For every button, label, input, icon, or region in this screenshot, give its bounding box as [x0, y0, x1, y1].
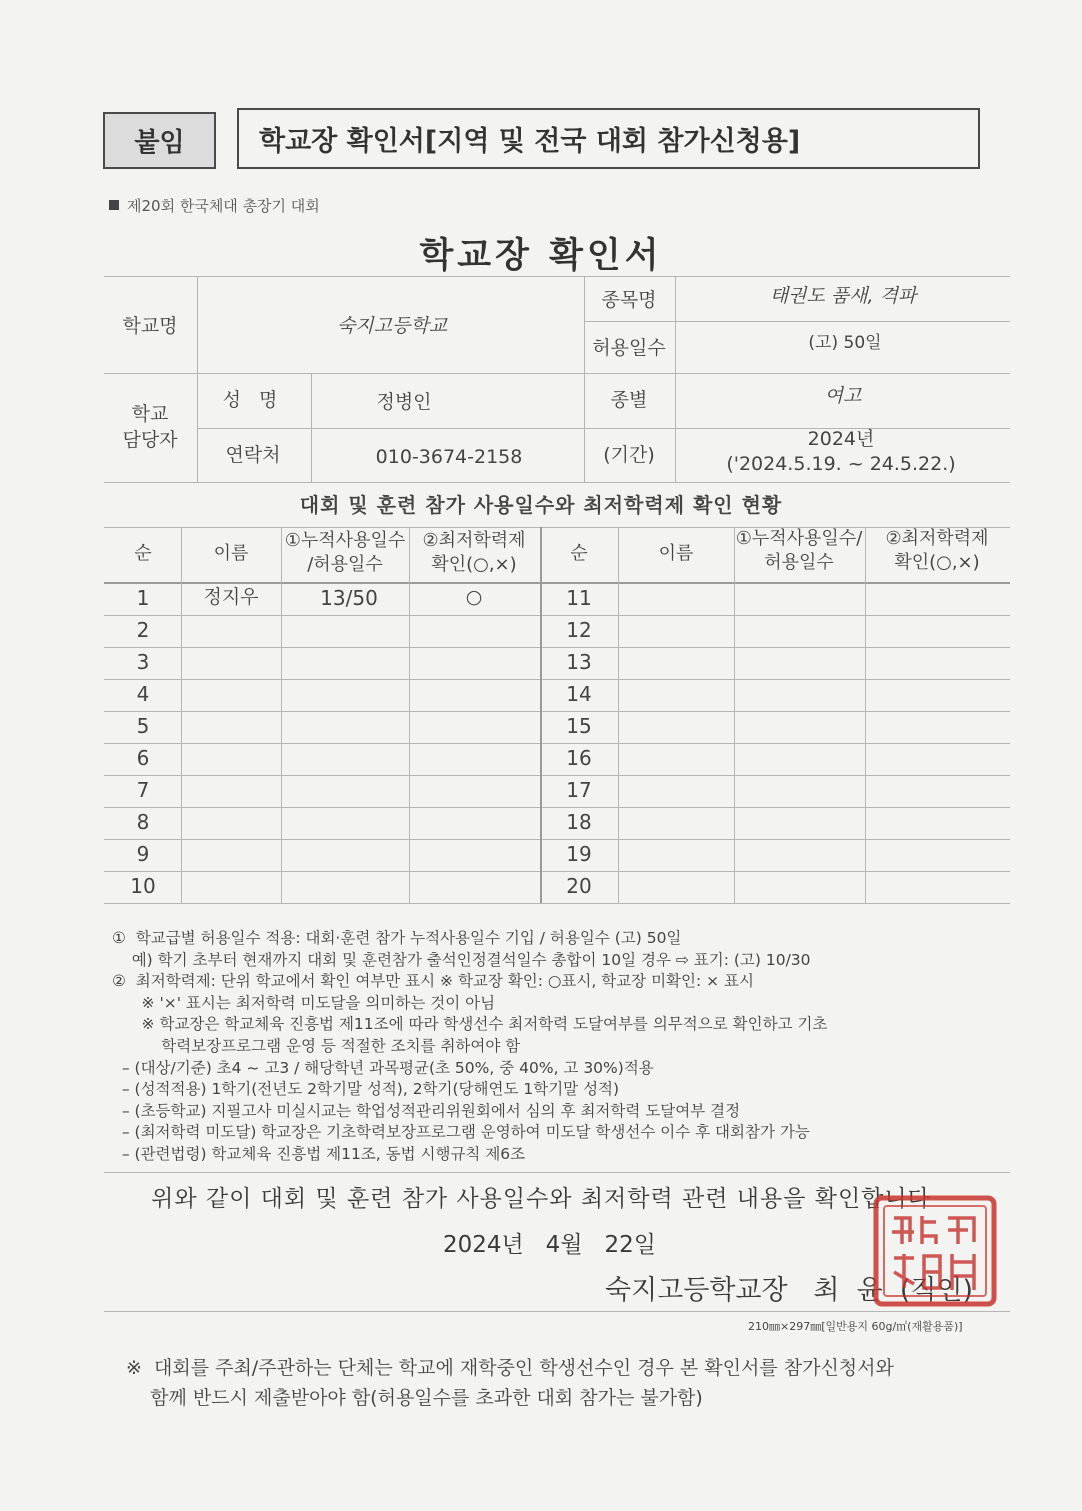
note-line: 학력보장프로그램 운영 등 적절한 조치를 취하여야 함: [112, 1036, 521, 1055]
header-name-right: 이름: [658, 543, 694, 564]
row-number: 3: [136, 650, 150, 674]
period-range: ('2024.5.19. ~ 24.5.22.): [726, 453, 956, 475]
rule: [197, 276, 198, 482]
row-rule: [104, 615, 1010, 616]
period-label: (기간): [603, 444, 655, 466]
attachment-label: 붙임: [103, 112, 216, 169]
row-rule: [104, 647, 1010, 648]
sign-date: 2024년 4월 22일: [443, 1232, 656, 1258]
sport-label: 종목명: [601, 289, 657, 311]
footer-line-1: ※ 대회를 주최/주관하는 단체는 학교에 재학중인 학생선수인 경우 본 확인서를 참가신청서와: [126, 1357, 894, 1379]
row-number-right: 20: [566, 874, 592, 898]
sport-value: 태권도 품새, 격파: [769, 285, 917, 307]
period-year: 2024년: [807, 428, 875, 450]
row-number: 10: [130, 874, 156, 898]
rule: [181, 527, 182, 903]
row-number: 2: [136, 618, 150, 642]
school-value: 숙지고등학교: [336, 315, 448, 337]
row-rule: [104, 775, 1010, 776]
header-days: ①누적사용일수 /허용일수: [284, 530, 406, 576]
row-number-right: 12: [566, 618, 592, 642]
row-number-right: 14: [566, 682, 592, 706]
gender-label: 종별: [610, 389, 648, 411]
note-line: 예) 학기 초부터 현재까지 대회 및 훈련참가 출석인정결석일수 총합이 10일 경우 ⇨ 표기: (고) 10/30: [112, 950, 811, 969]
row-number-right: 19: [566, 842, 592, 866]
rule: [104, 582, 1010, 584]
name-label: 성 명: [222, 389, 284, 411]
header-no: 순: [134, 543, 152, 564]
row-number: 7: [136, 778, 150, 802]
principal-signature: 숙지고등학교장 최 윤 (직인): [605, 1275, 974, 1306]
row-rule: [104, 871, 1010, 872]
footer-note: [126, 1353, 1026, 1413]
row-number-right: 17: [566, 778, 592, 802]
row-rule: [104, 807, 1010, 808]
gender-value: 여고: [824, 385, 862, 407]
note-line: ※ '×' 표시는 최저학력 미도달을 의미하는 것이 아님: [112, 993, 496, 1012]
allowed-days-label: 허용일수: [592, 337, 666, 359]
document-title: 학교장 확인서: [419, 236, 663, 276]
event-name: [109, 195, 320, 216]
section-title: 대회 및 훈련 참가 사용일수와 최저학력제 확인 현황: [299, 493, 783, 517]
rule: [104, 527, 1010, 528]
note-line: – (초등학교) 지필고사 미실시교는 학업성적관리위원회에서 심의 후 최저학력 도달여부 결정: [112, 1101, 741, 1120]
row-number: 9: [136, 842, 150, 866]
row-number: 5: [136, 714, 150, 738]
form-title: 학교장 확인서[지역 및 전국 대회 참가신청용]: [237, 108, 980, 169]
rule: [618, 527, 619, 903]
rule: [409, 527, 410, 903]
note-line: – (관련법령) 학교체육 진흥법 제11조, 동법 시행규칙 제6조: [112, 1144, 526, 1163]
name-value: 정병인: [376, 391, 432, 413]
rule: [584, 276, 585, 482]
rule: [281, 527, 282, 903]
rule: [104, 1311, 1010, 1312]
notes: [112, 928, 1032, 1166]
contact-label: 연락처: [225, 444, 281, 466]
row-rule: [104, 743, 1010, 744]
manager-label: 학교 담당자: [122, 403, 178, 451]
row-number-right: 13: [566, 650, 592, 674]
note-line: – (성적적용) 1학기(전년도 2학기말 성적), 2학기(당해연도 1학기말 성적): [112, 1080, 620, 1099]
row-number: 1: [136, 586, 150, 610]
rule: [104, 373, 1010, 374]
bullet-square-icon: [109, 200, 119, 210]
note-line: – (대상/기준) 초4 ~ 고3 / 해당학년 과목평균(초 50%, 중 40%, 고 30%)적용: [112, 1058, 654, 1077]
official-seal-stamp: [870, 1192, 1000, 1310]
event-name-text: 제20회 한국체대 총장기 대회: [127, 197, 320, 215]
rule: [865, 527, 866, 903]
rule: [104, 482, 1010, 483]
note-line: ① 학교급별 허용일수 적용: 대회·훈련 참가 누적사용일수 기입 / 허용일수 (고) 50일: [112, 929, 682, 947]
rule: [584, 321, 1010, 322]
rule: [734, 527, 735, 903]
days-used: 13/50: [320, 586, 378, 610]
row-number-right: 11: [566, 586, 592, 610]
header-no-right: 순: [570, 543, 588, 564]
confirmation-text: 위와 같이 대회 및 훈련 참가 사용일수와 최저학력 관련 내용을 확인합니다: [151, 1186, 931, 1212]
rule: [311, 373, 312, 482]
school-label: 학교명: [122, 315, 178, 337]
athlete-name: 정지우: [203, 586, 259, 608]
row-number-right: 18: [566, 810, 592, 834]
row-number-right: 16: [566, 746, 592, 770]
row-number: 6: [136, 746, 150, 770]
rule: [197, 428, 1010, 429]
paper-spec: 210㎜×297㎜[일반용지 60g/㎡(재활용품)]: [748, 1320, 963, 1333]
rule: [675, 276, 676, 482]
rule: [540, 527, 542, 903]
row-rule: [104, 839, 1010, 840]
header-min: ②최저학력제 확인(○,×): [422, 530, 526, 576]
row-number: 8: [136, 810, 150, 834]
row-number: 4: [136, 682, 150, 706]
note-line: – (최저학력 미도달) 학교장은 기초학력보장프로그램 운영하여 미도달 학생선수 이수 후 대회참가 가능: [112, 1123, 810, 1142]
header-days-right: ①누적사용일수/ 허용일수: [735, 528, 863, 574]
row-number-right: 15: [566, 714, 592, 738]
rule: [104, 276, 1010, 277]
row-rule: [104, 679, 1010, 680]
note-line: ② 최저학력제: 단위 학교에서 확인 여부만 표시 ※ 학교장 확인: ○표시, 학교장 미확인: × 표시: [112, 972, 755, 991]
row-rule: [104, 711, 1010, 712]
contact-value: 010-3674-2158: [375, 446, 523, 468]
rule: [104, 1172, 1010, 1173]
header-name: 이름: [213, 543, 249, 564]
header-min-right: ②최저학력제 확인(○,×): [885, 528, 989, 574]
min-academic-check: ○: [465, 586, 483, 608]
note-line: ※ 학교장은 학교체육 진흥법 제11조에 따라 학생선수 최저학력 도달여부를 의무적으로 확인하고 기초: [112, 1015, 828, 1034]
footer-line-2: 함께 반드시 제출받아야 함(허용일수를 초과한 대회 참가는 불가함): [126, 1387, 703, 1409]
allowed-days-value: (고) 50일: [808, 333, 882, 353]
rule: [104, 903, 1010, 904]
